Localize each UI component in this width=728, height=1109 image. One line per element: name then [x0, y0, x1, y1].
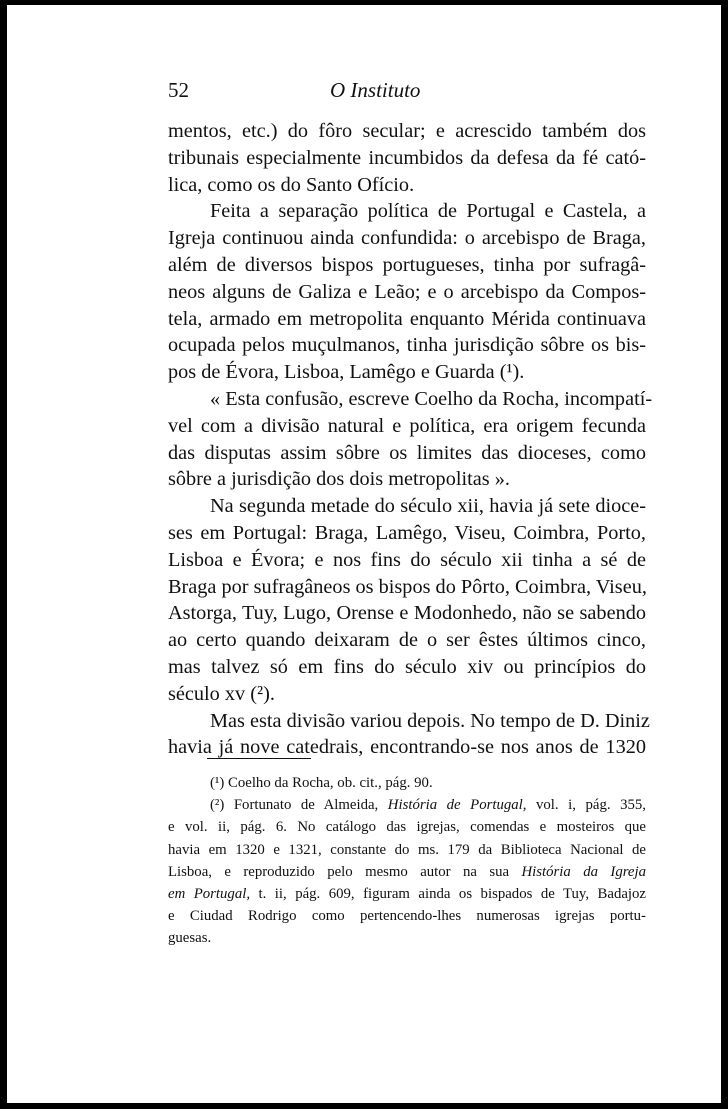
footnote-2-line: [168, 883, 646, 905]
text-line: ocupada pelos muçulmanos, tinha jurisdição sôbre os bis-: [168, 334, 646, 357]
text-line: Astorga, Tuy, Lugo, Orense e Modonhedo, não se sabendo: [168, 602, 646, 625]
main-text: [168, 118, 653, 761]
footnote-2-line: e vol. ii, pág. 6. No catálogo das igrejas, comendas e mosteiros que: [168, 819, 646, 836]
text-line: Feita a separação política de Portugal e Castela, a: [210, 200, 646, 223]
footnotes: [168, 772, 646, 950]
text-line: das disputas assim sôbre os limites das dioceses, como: [168, 441, 646, 464]
footnote-text: vol. i, pág. 355,: [526, 797, 646, 814]
text-line: Lisboa e Évora; e nos fins do século xii tinha a sé de: [168, 548, 646, 571]
text-line: « Esta confusão, escreve Coelho da Rocha, incompatí-: [210, 387, 653, 410]
running-title: O Instituto: [330, 78, 421, 102]
text-line: Braga por sufragâneos os bispos do Pôrto, Coimbra, Viseu,: [168, 575, 647, 598]
text-line: século xv (²).: [168, 682, 275, 705]
footnote-2-line: havia em 1320 e 1321, constante do ms. 179 da Biblioteca Nacional de: [168, 841, 646, 858]
footnote-2-line: e Ciudad Rodrigo como pertencendo-lhes numerosas igrejas portu-: [168, 908, 646, 925]
footnote-2-line: [168, 861, 646, 883]
footnote-1: (¹) Coelho da Rocha, ob. cit., pág. 90.: [210, 775, 433, 791]
text-line: tribunais especialmente incumbidos da defesa da fé cató-: [168, 146, 646, 169]
text-line: além de diversos bispos portugueses, tinha por sufragâ-: [168, 253, 646, 276]
text-line: ses em Portugal: Braga, Lamêgo, Viseu, Coimbra, Porto,: [168, 521, 646, 544]
text-line: ao certo quando deixaram de o ser êstes últimos cinco,: [168, 629, 646, 652]
text-line: pos de Évora, Lisboa, Lamêgo e Guarda (¹).: [168, 361, 525, 384]
text-line: mas talvez só em fins do século xiv ou princípios do: [168, 655, 646, 678]
text-line: sôbre a jurisdição dos dois metropolitas ».: [168, 468, 510, 491]
footnote-text: Lisboa, e reproduzido pelo mesmo autor na sua: [168, 863, 522, 880]
footnote-2-line: guesas.: [168, 930, 212, 947]
scan-border-right: [721, 0, 728, 1109]
book-title: em Portugal,: [168, 885, 251, 902]
scan-border-bottom: [0, 1103, 728, 1109]
scan-border-left: [0, 0, 7, 1109]
footnote-text: t. ii, pág. 609, figuram ainda os bispados de Tuy, Badajoz: [250, 885, 646, 902]
book-title: História de Portugal,: [387, 797, 527, 814]
book-title: História da Igreja: [521, 863, 647, 880]
text-line: Mas esta divisão variou depois. No tempo de D. Diniz: [210, 709, 650, 732]
text-line: vel com a divisão natural e política, era origem fecunda: [168, 414, 646, 437]
text-line: mentos, etc.) do fôro secular; e acrescido também dos: [168, 120, 646, 142]
footnote-rule: [207, 758, 311, 759]
text-line: Igreja continuou ainda confundida: o arcebispo de Braga,: [168, 227, 646, 250]
text-line: Na segunda metade do século xii, havia já sete dioce-: [210, 495, 646, 518]
text-line: havia já nove catedrais, encontrando-se nos anos de 1320: [168, 736, 646, 759]
page-number: 52: [168, 78, 189, 102]
text-line: lica, como os do Santo Ofício.: [168, 173, 415, 196]
text-line: tela, armado em metropolita enquanto Mérida continuava: [168, 307, 646, 330]
text-line: neos alguns de Galiza e Leão; e o arcebispo da Compos-: [168, 280, 646, 303]
footnote-2-line: [168, 794, 646, 816]
footnote-text: (²) Fortunato de Almeida,: [210, 797, 388, 814]
scan-border-top: [0, 0, 728, 5]
